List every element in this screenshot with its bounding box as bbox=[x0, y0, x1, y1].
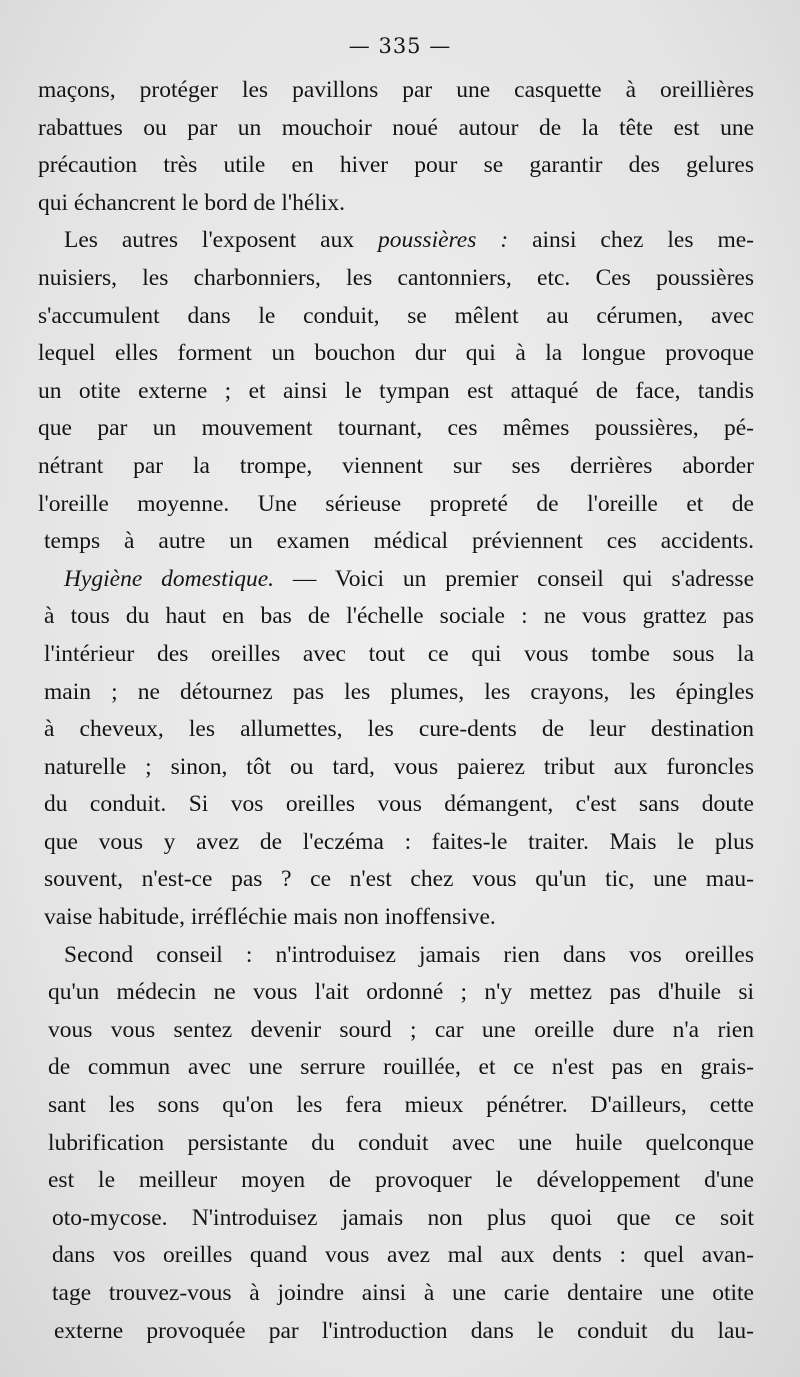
text-line bbox=[38, 222, 754, 260]
text-line: qui échancrent le bord de l'hélix. bbox=[38, 189, 346, 216]
body-text bbox=[38, 72, 754, 1350]
text-line: rabattues ou par un mouchoir noué autour de la tête est une bbox=[38, 114, 754, 141]
text-line: dans vos oreilles quand vous avez mal aux dents : quel avan- bbox=[52, 1242, 754, 1269]
text-line: qu'un médecin ne vous l'ait ordonné ; n'y mettez pas d'huile si bbox=[48, 979, 754, 1006]
text-line: à tous du haut en bas de l'échelle sociale : ne vous grattez pas bbox=[44, 603, 754, 630]
text-segment: ainsi chez les me- bbox=[508, 227, 754, 254]
text-line: externe provoquée par l'introduction dans le conduit du lau- bbox=[54, 1317, 754, 1344]
italic-term: poussières : bbox=[378, 227, 509, 254]
text-line: vaise habitude, irréfléchie mais non inoffensive. bbox=[44, 904, 496, 931]
text-line: précaution très utile en hiver pour se garantir des gelures bbox=[38, 152, 754, 179]
text-line: nétrant par la trompe, viennent sur ses derrières aborder bbox=[38, 452, 754, 479]
text-line: que vous y avez de l'eczéma : faites-le traiter. Mais le plus bbox=[44, 828, 754, 855]
text-line: est le meilleur moyen de provoquer le développement d'une bbox=[48, 1167, 754, 1194]
text-line: de commun avec une serrure rouillée, et ce n'est pas en grais- bbox=[48, 1054, 754, 1081]
text-line: temps à autre un examen médical préviennent ces accidents. bbox=[44, 528, 754, 555]
text-line: nuisiers, les charbonniers, les cantonniers, etc. Ces poussières bbox=[38, 264, 754, 291]
text-line: naturelle ; sinon, tôt ou tard, vous paierez tribut aux furoncles bbox=[44, 753, 754, 780]
text-line: vous vous sentez devenir sourd ; car une oreille dure n'a rien bbox=[48, 1016, 754, 1043]
text-line: lubrification persistante du conduit avec une huile quelconque bbox=[48, 1129, 754, 1156]
text-line: sant les sons qu'on les fera mieux pénétrer. D'ailleurs, cette bbox=[48, 1092, 754, 1119]
text-line: maçons, protéger les pavillons par une casquette à oreillières bbox=[38, 77, 754, 103]
page-number: — 335 — bbox=[348, 34, 452, 58]
text-line: du conduit. Si vos oreilles vous démangent, c'est sans doute bbox=[44, 791, 754, 818]
text-line: à cheveux, les allumettes, les cure-dents de leur destination bbox=[44, 716, 754, 743]
text-line: que par un mouvement tournant, ces mêmes poussières, pé- bbox=[38, 415, 754, 442]
text-line: main ; ne détournez pas les plumes, les crayons, les épingles bbox=[44, 678, 754, 705]
text-line: lequel elles forment un bouchon dur qui à la longue provoque bbox=[38, 340, 754, 367]
text-line: souvent, n'est-ce pas ? ce n'est chez vous qu'un tic, une mau- bbox=[44, 866, 754, 893]
text-line: l'intérieur des oreilles avec tout ce qui vous tombe sous la bbox=[44, 640, 754, 667]
text-line: tage trouvez-vous à joindre ainsi à une carie dentaire une otite bbox=[52, 1280, 754, 1306]
text-line: l'oreille moyenne. Une sérieuse propreté de l'oreille et de bbox=[38, 490, 754, 517]
text-line: Second conseil : n'introduisez jamais rien dans vos oreilles bbox=[64, 941, 754, 968]
italic-term: Hygiène domestique. bbox=[64, 565, 275, 592]
text-line: s'accumulent dans le conduit, se mêlent au cérumen, avec bbox=[38, 302, 754, 329]
text-line bbox=[38, 561, 754, 599]
text-segment: — Voici un premier conseil qui s'adresse bbox=[274, 565, 754, 592]
text-line: oto-mycose. N'introduisez jamais non plus quoi que ce soit bbox=[52, 1204, 754, 1231]
text-line: un otite externe ; et ainsi le tympan est attaqué de face, tandis bbox=[38, 377, 754, 404]
text-segment: Les autres l'exposent aux bbox=[64, 227, 379, 254]
